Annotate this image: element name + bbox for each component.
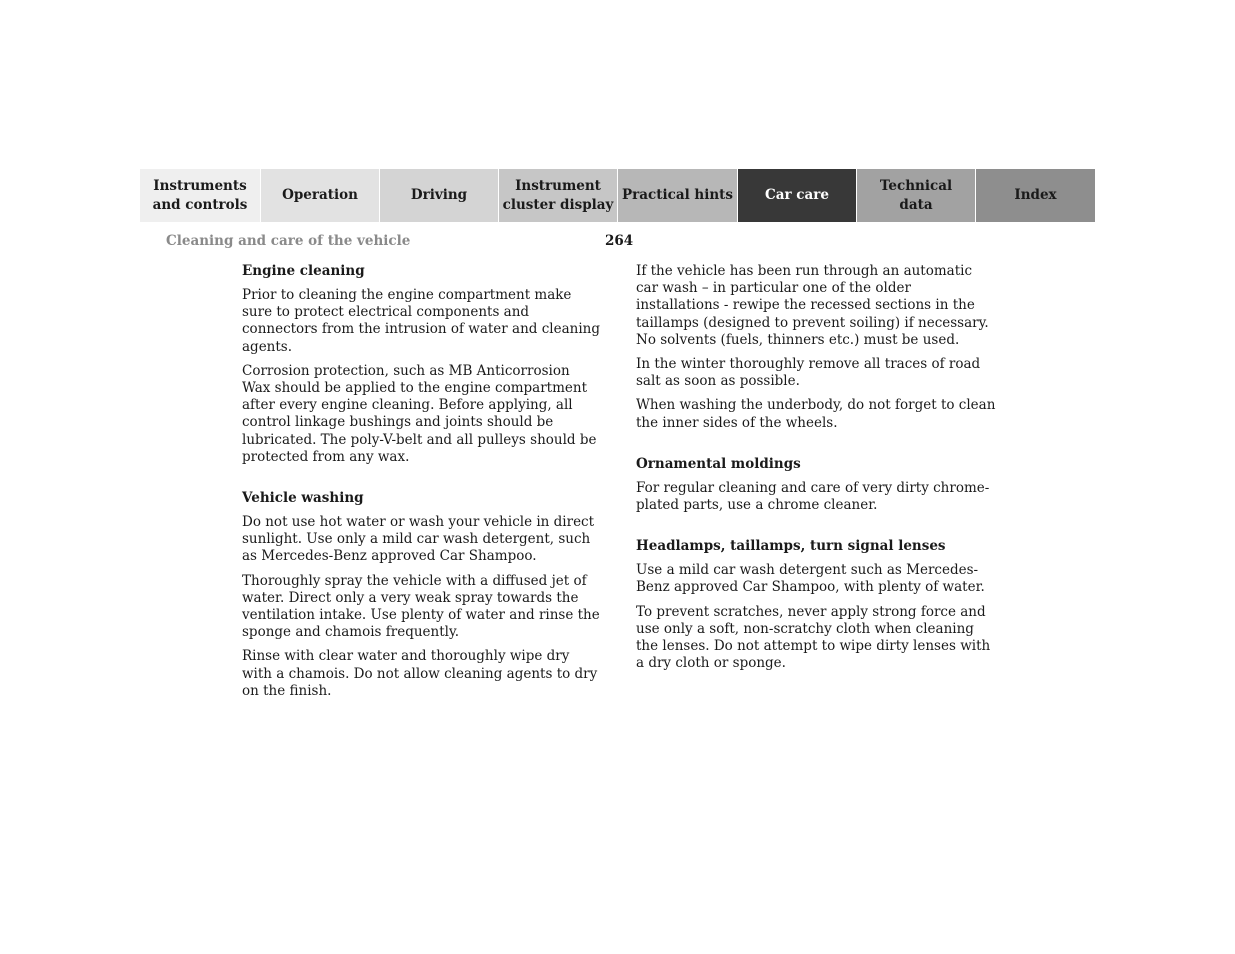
tab-car-care[interactable]: Car care: [737, 169, 856, 222]
tab-driving[interactable]: Driving: [379, 169, 498, 222]
paragraph: Corrosion protection, such as MB Anticorrosion Wax should be applied to the engine compartment after every engine cleaning. Before applying, all control linkage bushings and joints should be lubricated. The poly-V-belt and all pulleys should be protected from any wax.: [242, 362, 597, 465]
paragraph: If the vehicle has been run through an automatic car wash – in particular one of the older installations - rewipe the recessed sections in the taillamps (designed to prevent soiling) if necessary. No solvents (fuels, thinners etc.) must be used.: [636, 263, 989, 348]
right-column: [636, 263, 996, 679]
tab-instrument-cluster-display[interactable]: Instrument cluster display: [498, 169, 617, 222]
paragraph: In the winter thoroughly remove all traces of road salt as soon as possible.: [636, 356, 981, 390]
heading-engine-cleaning: Engine cleaning: [242, 263, 365, 279]
section-navigation: [140, 169, 1095, 222]
tab-index[interactable]: Index: [975, 169, 1095, 222]
tab-instruments-and-controls[interactable]: Instruments and controls: [140, 169, 260, 222]
tab-practical-hints[interactable]: Practical hints: [617, 169, 737, 222]
heading-lenses: Headlamps, taillamps, turn signal lenses: [636, 538, 946, 555]
paragraph: Rinse with clear water and thoroughly wipe dry with a chamois. Do not allow cleaning agents to dry on the finish.: [242, 648, 598, 699]
heading-ornamental-moldings: Ornamental moldings: [636, 455, 801, 472]
heading-vehicle-washing: Vehicle washing: [242, 490, 364, 507]
paragraph: When washing the underbody, do not forget to clean the inner sides of the wheels.: [636, 397, 996, 431]
section-title: Cleaning and care of the vehicle: [166, 233, 411, 249]
paragraph: Prior to cleaning the engine compartment make sure to protect electrical components and connectors from the intrusion of water and cleaning agents.: [242, 287, 600, 355]
paragraph: For regular cleaning and care of very dirty chrome-plated parts, use a chrome cleaner.: [636, 479, 990, 514]
tab-operation[interactable]: Operation: [260, 169, 379, 222]
tab-technical-data[interactable]: Technical data: [856, 169, 975, 222]
paragraph: Do not use hot water or wash your vehicle in direct sunlight. Use only a mild car wash detergent, such as Mercedes-Benz approved Car Shampoo.: [242, 514, 595, 565]
paragraph: Thoroughly spray the vehicle with a diffused jet of water. Direct only a very weak spray towards the ventilation intake. Use plenty of water and rinse the sponge and chamois frequently.: [242, 572, 600, 641]
paragraph: To prevent scratches, never apply strong force and use only a soft, non-scratchy cloth when cleaning the lenses. Do not attempt to wipe dirty lenses with a dry cloth or sponge.: [636, 603, 991, 672]
left-column: [242, 263, 602, 707]
page-number: 264: [605, 233, 634, 249]
paragraph: Use a mild car wash detergent such as Mercedes-Benz approved Car Shampoo, with plenty of water.: [636, 562, 985, 596]
